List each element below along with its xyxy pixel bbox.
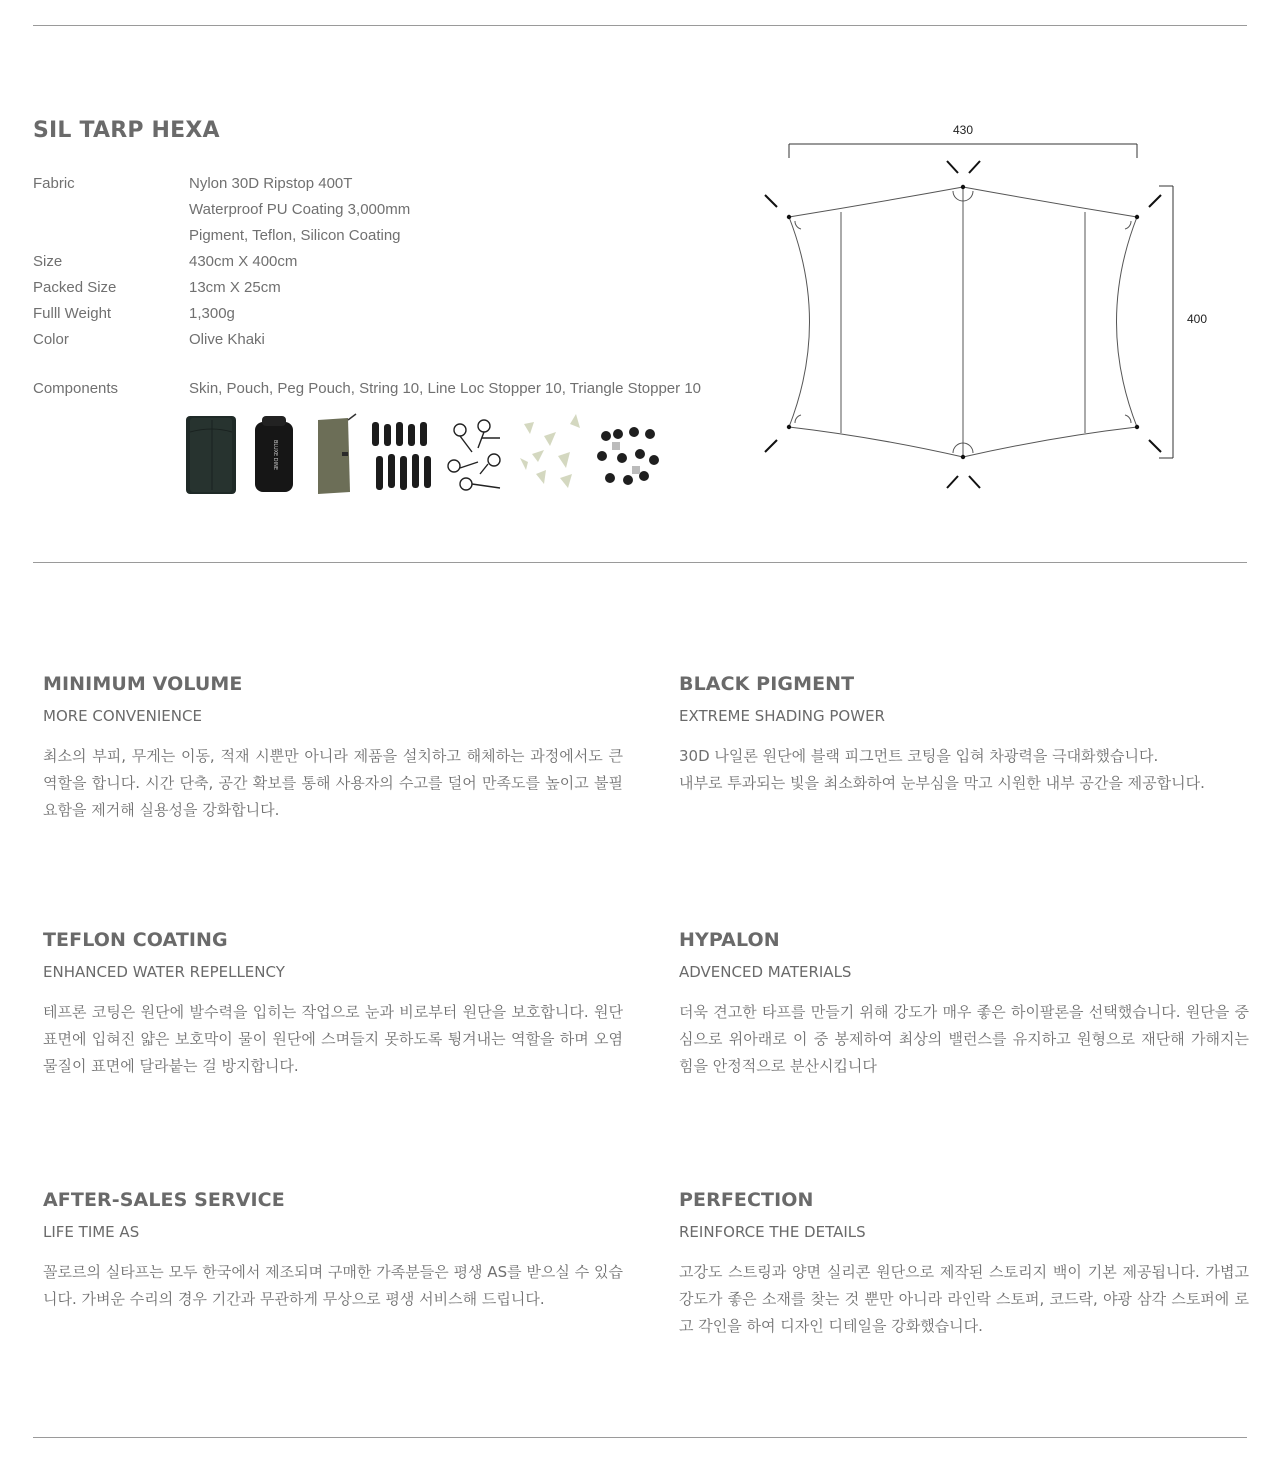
spec-value-size: 430cm X 400cm (189, 253, 298, 270)
width-label: 430 (952, 123, 974, 137)
feature-subtitle: EXTREME SHADING POWER (679, 707, 885, 725)
height-label: 400 (1186, 312, 1208, 326)
feature-subtitle: LIFE TIME AS (43, 1223, 140, 1241)
spec-value-components: Skin, Pouch, Peg Pouch, String 10, Line Loc Stopper 10, Triangle Stopper 10 (189, 380, 701, 397)
feature-title: AFTER-SALES SERVICE (43, 1189, 285, 1211)
feature-body: 더욱 견고한 타프를 만들기 위해 강도가 매우 좋은 하이팔론을 선택했습니다. 원단을 중심으로 위아래로 이 중 봉제하여 최상의 밸런스를 유지하고 원형으로 재단해 가해지는 힘을 안정적으로 분산시킵니다 (679, 1003, 1249, 1075)
line-loc-stopper-image (448, 420, 500, 490)
feature-teflon-coating (43, 929, 623, 1080)
spec-value-packed-size: 13cm X 25cm (189, 279, 281, 296)
feature-after-sales-service (43, 1189, 623, 1313)
product-title: SIL TARP HEXA (33, 118, 220, 143)
triangle-stopper-image (520, 414, 580, 488)
peg-pouch-image (318, 414, 356, 494)
spec-label-components: Components (33, 380, 119, 397)
feature-body: 꼴로르의 실타프는 모두 한국에서 제조되며 구매한 가족분들은 평생 AS를 받으실 수 있습니다. 가벼운 수리의 경우 기간과 무관하게 무상으로 평생 서비스해 드립니다. (43, 1263, 623, 1308)
feature-subtitle: MORE CONVENIENCE (43, 707, 202, 725)
feature-minimum-volume (43, 673, 623, 824)
tarp-outline (789, 187, 1137, 457)
stopper-set-image (597, 427, 659, 485)
feature-title: MINIMUM VOLUME (43, 673, 243, 695)
top-divider (33, 25, 1247, 26)
feature-body: 최소의 부피, 무게는 이동, 적재 시뿐만 아니라 제품을 설치하고 해체하는 과정에서도 큰 역할을 합니다. 시간 단축, 공간 확보를 통해 사용자의 수고를 덜어 만족도를 높이고 불필요함을 제거해 실용성을 강화합니다. (43, 747, 623, 819)
feature-subtitle: REINFORCE THE DETAILS (679, 1223, 866, 1241)
spec-value-color: Olive Khaki (189, 331, 265, 348)
string-image (372, 422, 431, 490)
spec-label-fabric: Fabric (33, 175, 75, 192)
spec-value-fabric-1: Nylon 30D Ripstop 400T (189, 175, 353, 192)
spec-label-packed-size: Packed Size (33, 279, 117, 296)
feature-title: HYPALON (679, 929, 780, 951)
spec-value-fabric-3: Pigment, Teflon, Silicon Coating (189, 227, 401, 244)
feature-body (679, 743, 1249, 797)
spec-label-weight: Fulll Weight (33, 305, 112, 322)
feature-subtitle: ENHANCED WATER REPELLENCY (43, 963, 285, 981)
middle-divider (33, 562, 1247, 563)
feature-subtitle: ADVENCED MATERIALS (679, 963, 852, 981)
component-images (182, 412, 682, 498)
skin-image (186, 416, 236, 494)
bottom-divider (33, 1437, 1247, 1438)
feature-body-line: 30D 나일론 원단에 블랙 피그먼트 코팅을 입혀 차광력을 극대화했습니다. (679, 747, 1159, 765)
tarp-dimension-diagram (755, 115, 1235, 495)
feature-hypalon (679, 929, 1249, 1080)
pouch-image (255, 416, 293, 492)
height-dimension-line (1159, 186, 1173, 458)
feature-title: BLACK PIGMENT (679, 673, 855, 695)
width-dimension-line (789, 144, 1137, 158)
spec-label-size: Size (33, 253, 63, 270)
feature-body: 테프론 코팅은 원단에 발수력을 입히는 작업으로 눈과 비로부터 원단을 보호합니다. 원단 표면에 입혀진 얇은 보호막이 물이 원단에 스며들지 못하도록 튕겨내는 역할을 하며 오염물질이 표면에 달라붙는 걸 방지합니다. (43, 1003, 623, 1075)
feature-black-pigment (679, 673, 1249, 797)
feature-title: PERFECTION (679, 1189, 814, 1211)
feature-body: 고강도 스트링과 양면 실리콘 원단으로 제작된 스토리지 백이 기본 제공됩니다. 가볍고 강도가 좋은 소재를 찾는 것 뿐만 아니라 라인락 스토퍼, 코드락, 야광 삼각 스토퍼에 로고 각인을 하여 디자인 디테일을 강화했습니다. (679, 1263, 1249, 1335)
pouch-logo-text: BLUXE DINE (272, 440, 278, 471)
feature-body-line: 내부로 투과되는 빛을 최소화하여 눈부심을 막고 시원한 내부 공간을 제공합니다. (679, 774, 1205, 792)
spec-value-fabric-2: Waterproof PU Coating 3,000mm (189, 201, 411, 218)
feature-perfection (679, 1189, 1249, 1340)
feature-title: TEFLON COATING (43, 929, 228, 951)
spec-value-weight: 1,300g (189, 305, 235, 322)
spec-label-color: Color (33, 331, 69, 348)
